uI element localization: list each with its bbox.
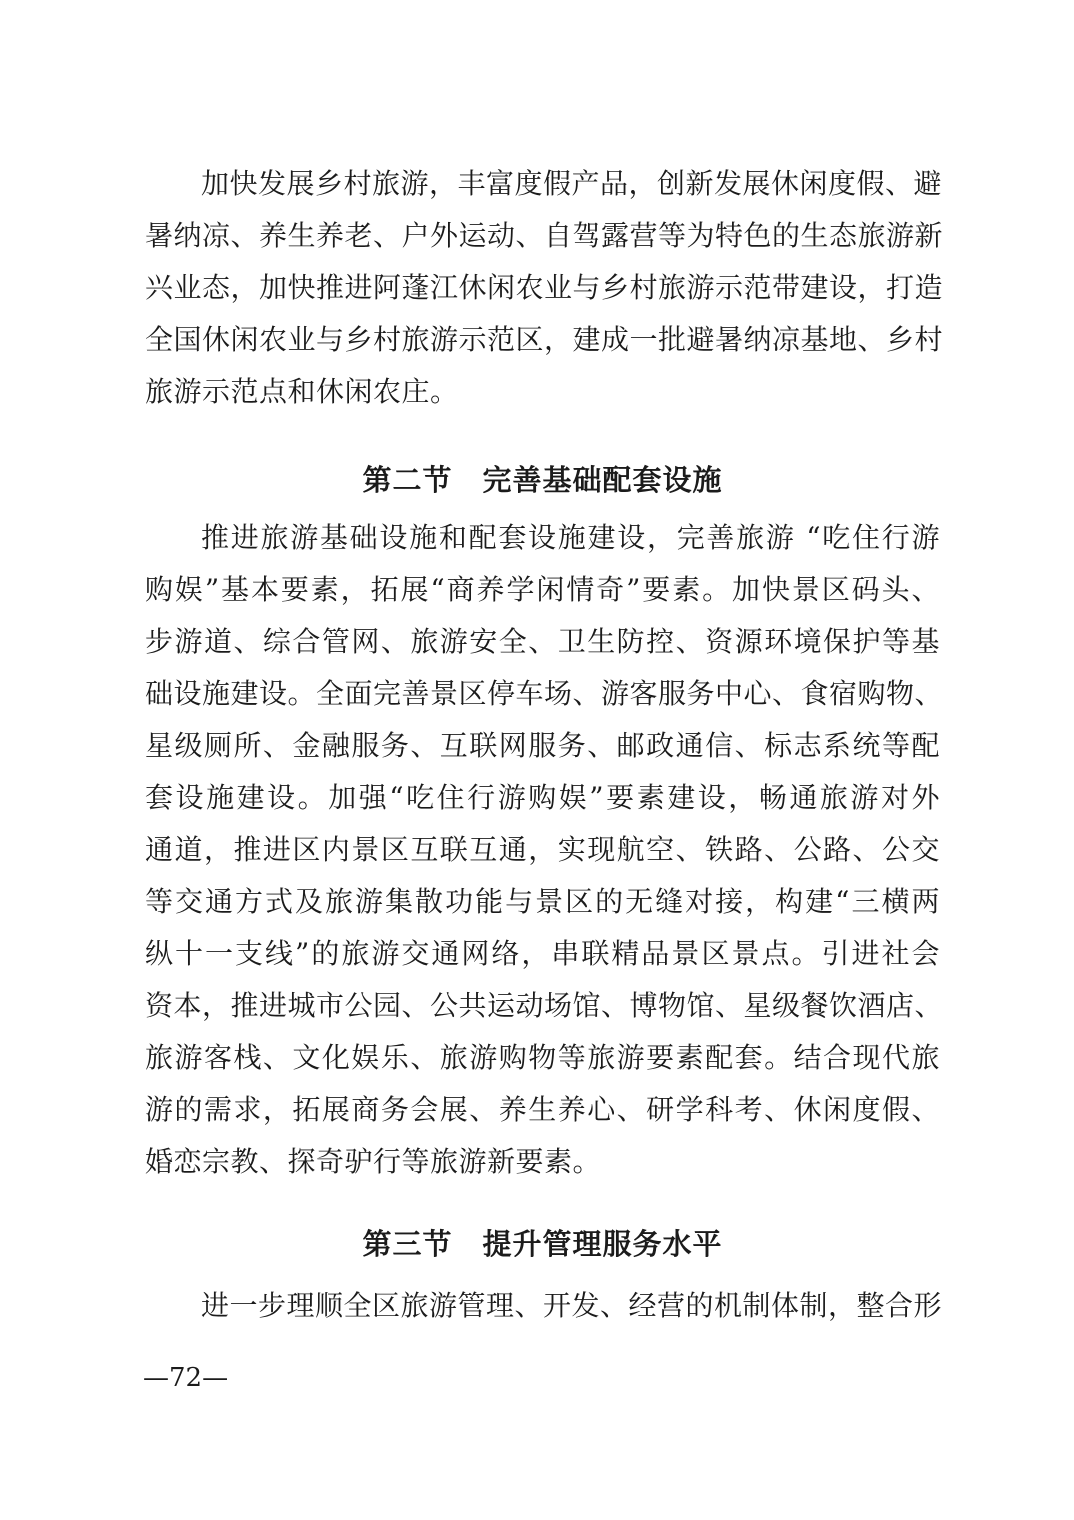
text-line: 旅游示范点和休闲农庄。 bbox=[145, 375, 459, 408]
page-number: —72— bbox=[143, 1363, 229, 1393]
paragraph-1 bbox=[145, 158, 944, 418]
text-line: 等交通方式及旅游集散功能与景区的无缝对接，构建“三横两 bbox=[145, 885, 940, 918]
section-heading-2: 第二节 完善基础配套设施 bbox=[362, 463, 723, 497]
text-line: 兴业态，加快推进阿蓬江休闲农业与乡村旅游示范带建设，打造 bbox=[145, 271, 944, 304]
text-line: 纵十一支线”的旅游交通网络，串联精品景区景点。引进社会 bbox=[145, 937, 940, 970]
text-line: 推进旅游基础设施和配套设施建设，完善旅游 “吃住行游 bbox=[201, 521, 940, 554]
text-line: 全国休闲农业与乡村旅游示范区，建成一批避暑纳凉基地、乡村 bbox=[145, 323, 944, 356]
paragraph-3 bbox=[145, 1280, 943, 1332]
text-line: 游的需求，拓展商务会展、养生养心、研学科考、休闲度假、 bbox=[145, 1093, 940, 1126]
text-line: 套设施建设。加强“吃住行游购娱”要素建设，畅通旅游对外 bbox=[145, 781, 940, 814]
text-line: 购娱”基本要素，拓展“商养学闲情奇”要素。加快景区码头、 bbox=[145, 573, 940, 606]
section-heading-3: 第三节 提升管理服务水平 bbox=[362, 1227, 723, 1261]
text-line: 进一步理顺全区旅游管理、开发、经营的机制体制，整合形 bbox=[201, 1289, 943, 1322]
text-line: 加快发展乡村旅游，丰富度假产品，创新发展休闲度假、避 bbox=[201, 167, 943, 200]
text-line: 步游道、综合管网、旅游安全、卫生防控、资源环境保护等基 bbox=[145, 625, 940, 658]
text-line: 婚恋宗教、探奇驴行等旅游新要素。 bbox=[145, 1145, 602, 1178]
text-line: 星级厕所、金融服务、互联网服务、邮政通信、标志系统等配 bbox=[145, 729, 940, 762]
text-line: 础设施建设。全面完善景区停车场、游客服务中心、食宿购物、 bbox=[145, 677, 944, 710]
paragraph-2 bbox=[145, 512, 944, 1188]
document-content bbox=[145, 158, 944, 1332]
text-line: 通道，推进区内景区互联互通，实现航空、铁路、公路、公交 bbox=[145, 833, 940, 866]
text-line: 暑纳凉、养生养老、户外运动、自驾露营等为特色的生态旅游新 bbox=[145, 219, 944, 252]
text-line: 资本，推进城市公园、公共运动场馆、博物馆、星级餐饮酒店、 bbox=[145, 989, 944, 1022]
text-line: 旅游客栈、文化娱乐、旅游购物等旅游要素配套。结合现代旅 bbox=[145, 1041, 940, 1074]
